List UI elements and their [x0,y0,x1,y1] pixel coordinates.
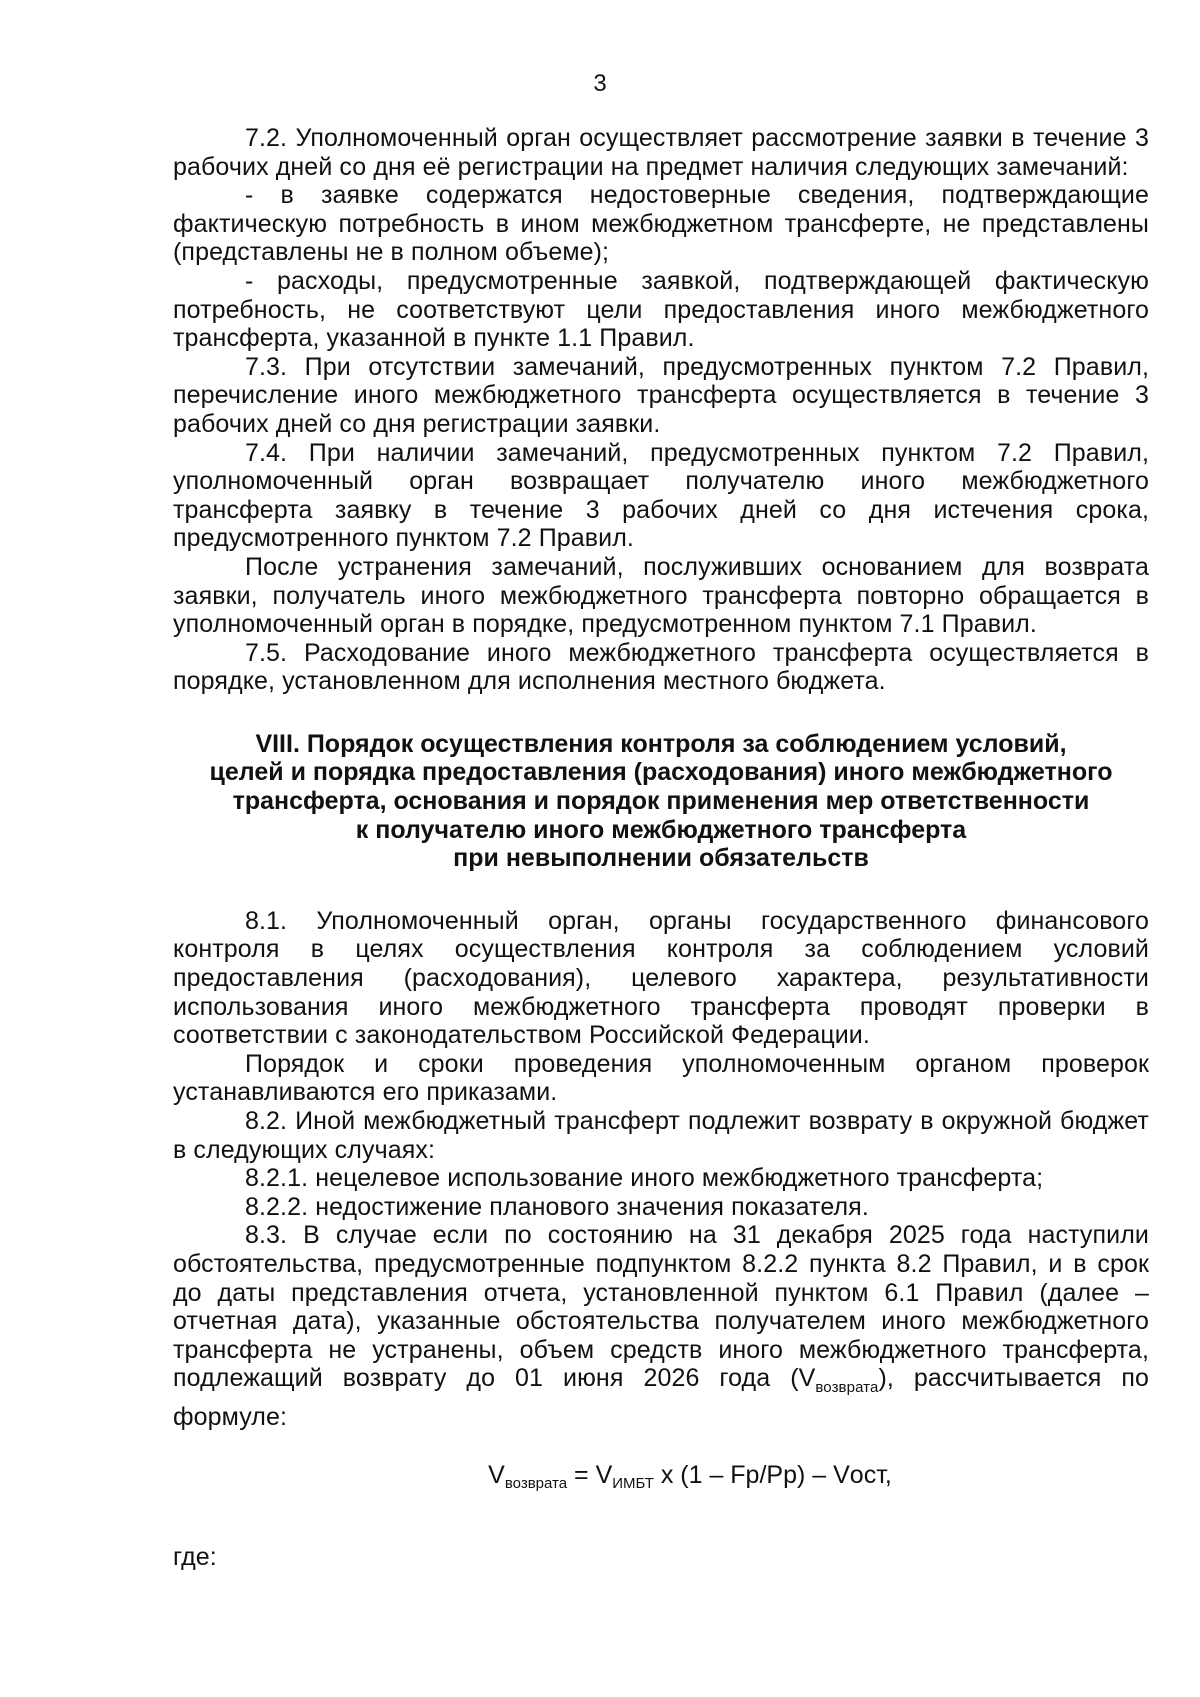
section-heading-line: к получателю иного межбюджетного трансферта [355,815,967,844]
formula-equals: = V [567,1460,613,1489]
paragraph-7-3: 7.3. При отсутствии замечаний, предусмотренных пунктом 7.2 Правил, перечисление иного межбюджетного трансферта осуществляется в течение 3 рабочих дней со дня регистрации заявки. [173,352,1149,438]
paragraph-8-2-2: 8.2.2. недостижение планового значения показателя. [245,1192,869,1221]
document-body [173,124,1149,1571]
paragraph-7-2-item-2: - расходы, предусмотренные заявкой, подтверждающей фактическую потребность, не соответствуют цели предоставления иного межбюджетного трансферта, указанной в пункте 1.1 Правил. [173,266,1149,353]
formula-v: V [488,1460,505,1489]
section-heading-line: при невыполнении обязательств [453,844,869,873]
paragraph-8-3-subscript: возврата [815,1379,879,1397]
paragraph-8-3-text-end: ), рассчитывается по формуле: [173,1364,1149,1431]
paragraph-8-3 [173,1221,1149,1431]
formula-rest: x (1 – Fp/Pp) – Vост, [653,1460,892,1489]
page-number: 3 [593,70,607,97]
paragraph-7-4: 7.4. При наличии замечаний, предусмотренных пунктом 7.2 Правил, уполномоченный орган возвращает получателю иного межбюджетного трансферта заявку в течение 3 рабочих дней со дня истечения срока, предусмотренного пунктом 7.2 Правил. [173,438,1149,553]
formula-imbt-subscript: ИМБТ [612,1474,654,1492]
where-label: где: [173,1542,217,1571]
paragraph-8-1-continued: Порядок и сроки проведения уполномоченным органом проверок устанавливаются его приказами. [173,1049,1149,1107]
formula-v-subscript: возврата [504,1474,568,1492]
section-heading-line: VIII. Порядок осуществления контроля за соблюдением условий, [255,729,1067,758]
paragraph-7-2: 7.2. Уполномоченный орган осуществляет рассмотрение заявки в течение 3 рабочих дней со дня её регистрации на предмет наличия следующих замечаний: [173,124,1149,181]
paragraph-8-3-text: 8.3. В случае если по состоянию на 31 декабря 2025 года наступили обстоятельства, предусмотренные подпунктом 8.2.2 пункта 8.2 Правил, и в срок до даты представления отчета, установленной пунктом 6.1 Правил (далее – отчетная дата), указанные обстоятельства получателем иного межбюджетного трансферта не устранены, объем средств иного межбюджетного трансферта, подлежащий возврату до 01 июня 2026 года (V [173,1221,1149,1393]
paragraph-8-2-1: 8.2.1. нецелевое использование иного межбюджетного трансферта; [245,1164,1044,1193]
section-heading-line: целей и порядка предоставления (расходования) иного межбюджетного [209,758,1113,787]
paragraph-7-2-item-1: - в заявке содержатся недостоверные сведения, подтверждающие фактическую потребность в ином межбюджетном трансферте, не представлены (представлены не в полном объеме); [173,181,1149,267]
paragraph-8-2: 8.2. Иной межбюджетный трансферт подлежит возврату в окружной бюджет в следующих случаях: [173,1107,1149,1164]
paragraph-7-5: 7.5. Расходование иного межбюджетного трансферта осуществляется в порядке, установленном для исполнения местного бюджета. [173,638,1149,696]
formula [173,1460,1149,1499]
paragraph-8-1: 8.1. Уполномоченный орган, органы государственного финансового контроля в целях осуществления контроля за соблюдением условий предоставления (расходования), целевого характера, результативности использования иного межбюджетного трансферта проводят проверки в соответствии с законодательством Российской Федерации. [173,906,1149,1050]
paragraph-7-4-continued: После устранения замечаний, послуживших основанием для возврата заявки, получатель иного межбюджетного трансферта повторно обращается в уполномоченный орган в порядке, предусмотренном пунктом 7.1 Правил. [173,552,1149,639]
section-heading [173,730,1149,873]
section-heading-line: трансферта, основания и порядок применения мер ответственности [232,787,1090,816]
